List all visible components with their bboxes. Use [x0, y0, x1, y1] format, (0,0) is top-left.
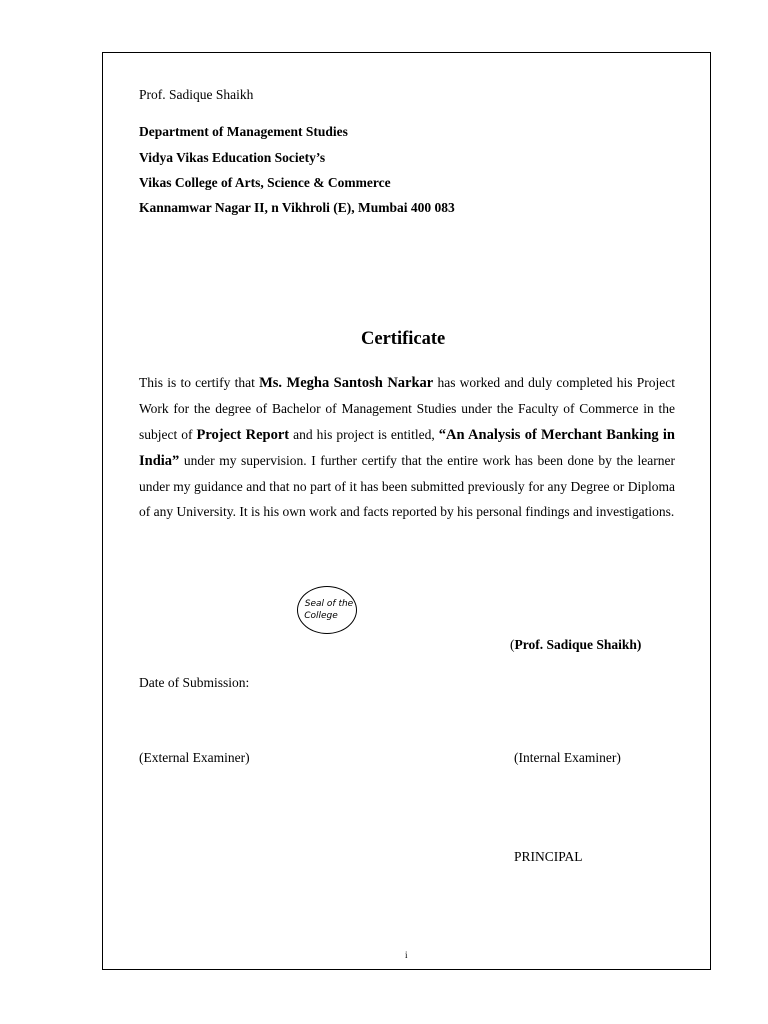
principal-label: PRINCIPAL: [514, 849, 583, 864]
signature-paren: (: [510, 637, 515, 652]
external-examiner-label: (External Examiner): [139, 750, 250, 765]
student-name: Ms. Megha Santosh Narkar: [259, 375, 434, 391]
society-name: Vidya Vikas Education Society’s: [139, 150, 326, 165]
page-title: Certificate: [361, 329, 446, 349]
body-text-2: has worked and duly completed his Project Work for the degree of Bachelor of Management Studies under the Faculty of Commerce in the subject of: [139, 375, 675, 442]
body-text-4: under my supervision. I further certify that the entire work has been done by the learner under my guidance and that no part of it has been submitted previously for any Degree or Diploma of any University. It is his own work and facts reported by his personal findings and investigations.: [139, 452, 675, 520]
date-of-submission-label: Date of Submission:: [139, 675, 250, 690]
project-title: “An Analysis of Merchant Banking in India”: [139, 426, 675, 469]
body-text-1: This is to certify that: [139, 375, 260, 390]
body-text-3: and his project is entitled,: [289, 426, 439, 442]
college-seal: [297, 586, 357, 634]
subject-name: Project Report: [196, 426, 290, 443]
seal-text-line2: College: [304, 611, 338, 621]
college-address: Kannamwar Nagar II, n Vikhroli (E), Mumbai 400 083: [139, 200, 455, 215]
signature-professor: Prof. Sadique Shaikh): [514, 637, 642, 652]
department-name: Department of Management Studies: [139, 124, 348, 139]
page-number: i: [405, 950, 408, 960]
internal-examiner-label: (Internal Examiner): [514, 750, 621, 765]
seal-text-line1: Seal of the: [304, 599, 354, 609]
college-name: Vikas College of Arts, Science & Commerce: [139, 175, 391, 190]
professor-name: Prof. Sadique Shaikh: [139, 87, 254, 102]
certificate-paragraph: [139, 370, 675, 525]
signature-name: [510, 637, 641, 653]
